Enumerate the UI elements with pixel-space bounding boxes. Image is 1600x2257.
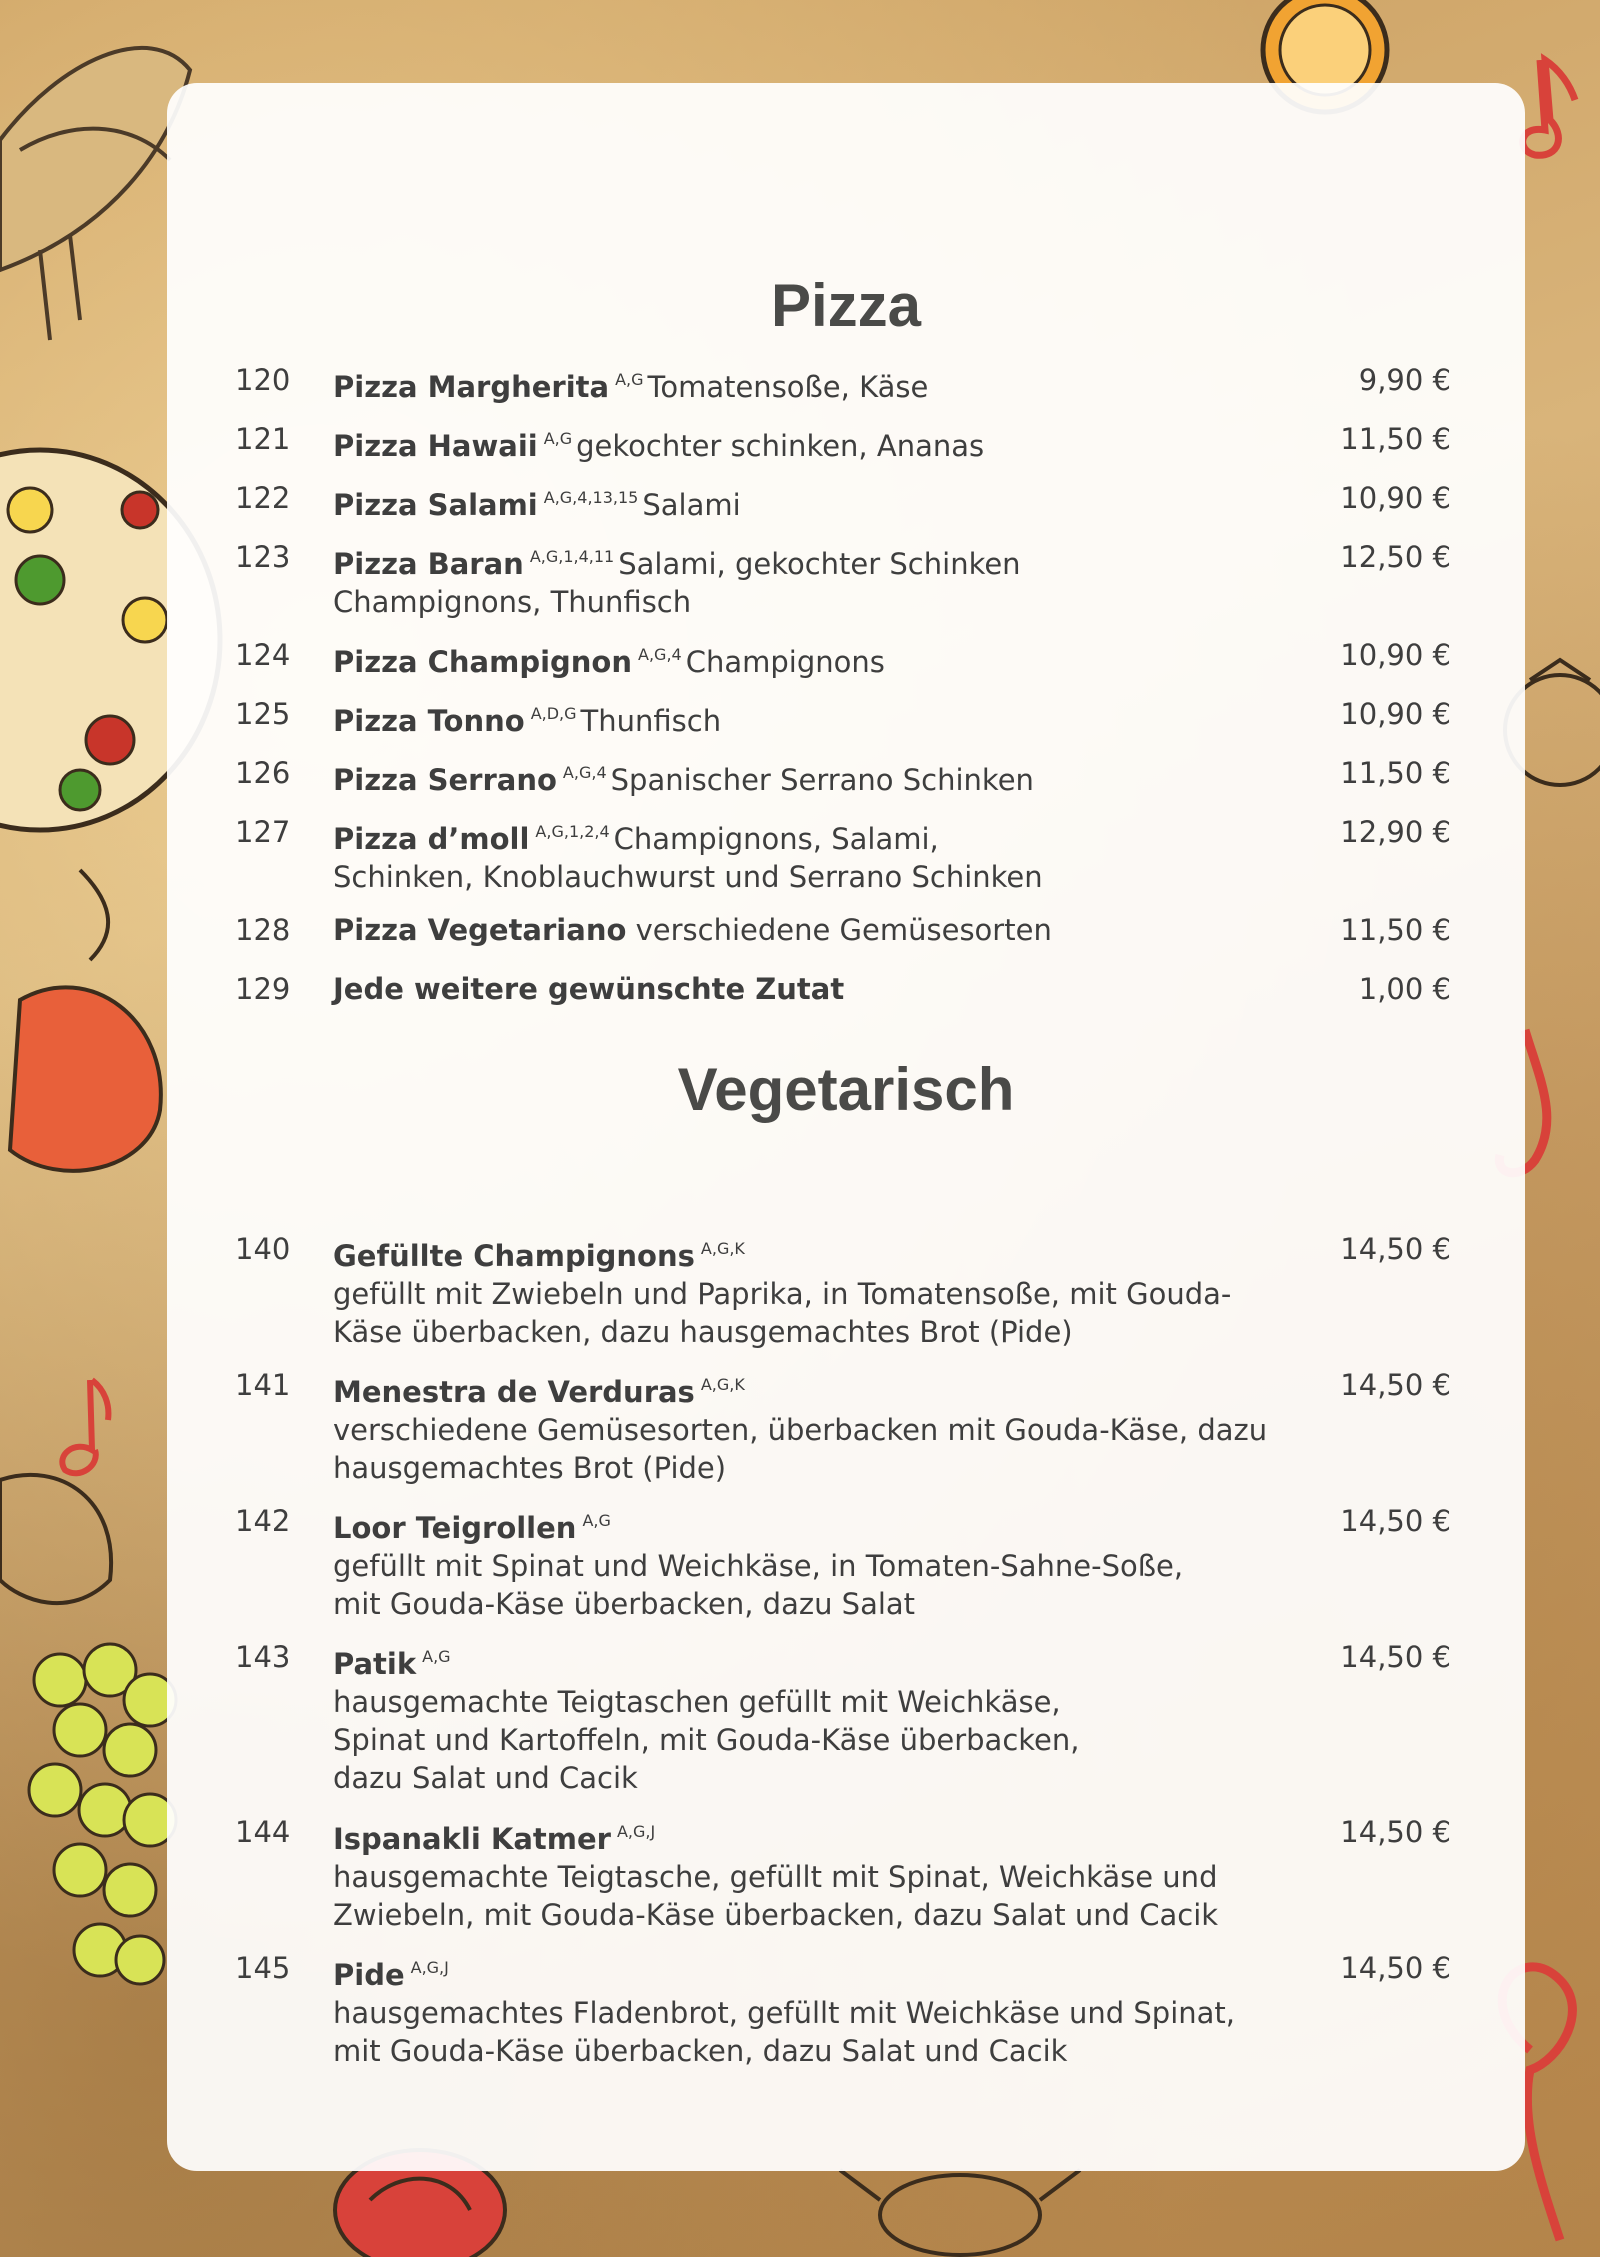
item-description-line: hausgemachtes Fladenbrot, gefüllt mit Weichkäse und Spinat, [333,1996,1236,2030]
item-name: Pizza Hawaii [333,429,538,463]
item-name: Pizza Salami [333,488,538,522]
item-name: Ispanakli Katmer [333,1822,611,1856]
sombrero-icon [0,48,190,340]
item-description-line: hausgemachtes Brot (Pide) [333,1451,727,1485]
item-description-line: dazu Salat und Cacik [333,1761,638,1795]
item-name: Gefüllte Champignons [333,1239,695,1273]
allergen-codes: A,G [422,1647,451,1666]
item-price: 14,50 € [1340,1368,1451,1402]
item-description: Champignons [685,645,885,679]
music-note-icon [62,1380,108,1473]
music-note-icon [1523,60,1575,155]
allergen-codes: A,G,1,2,4 [535,822,610,841]
item-description: Spanischer Serrano Schinken [610,763,1034,797]
item-description: Thunfisch [580,704,722,738]
item-description-line: gefüllt mit Spinat und Weichkäse, in Tomaten-Sahne-Soße, [333,1549,1184,1583]
item-number: 142 [235,1504,291,1538]
item-name: Loor Teigrollen [333,1511,577,1545]
item-description-line: Schinken, Knoblauchwurst und Serrano Schinken [333,860,1043,894]
menu-panel [167,83,1525,2171]
item-price: 11,50 € [1340,756,1451,790]
item-name: Pizza Serrano [333,763,557,797]
item-number: 120 [235,363,291,397]
item-name: Pizza Vegetariano [333,913,627,947]
item-number: 123 [235,540,291,574]
item-number: 144 [235,1815,291,1849]
item-description-line: hausgemachte Teigtasche, gefüllt mit Spinat, Weichkäse und [333,1860,1218,1894]
allergen-codes: A,G [615,370,644,389]
item-description: Salami [642,488,741,522]
item-name: Pizza Baran [333,547,524,581]
item-number: 145 [235,1951,291,1985]
item-name: Pide [333,1958,405,1992]
item-name: Jede weitere gewünschte Zutat [333,972,845,1006]
item-description-line: gefüllt mit Zwiebeln und Paprika, in Tomatensoße, mit Gouda- [333,1277,1232,1311]
allergen-codes: A,G,4 [562,763,607,782]
item-description: Tomatensoße, Käse [647,370,929,404]
leaf-icon [0,1475,111,1603]
allergen-codes: A,G,1,4,11 [529,547,615,566]
item-number: 124 [235,638,291,672]
item-number: 126 [235,756,291,790]
item-number: 122 [235,481,291,515]
allergen-codes: A,G,K [700,1239,745,1258]
item-price: 14,50 € [1340,1504,1451,1538]
shrimp-icon [10,870,161,1171]
item-description: Champignons, Salami, [613,822,939,856]
item-name: Patik [333,1647,417,1681]
item-number: 128 [235,913,291,947]
allergen-codes: A,D,G [530,704,577,723]
item-number: 127 [235,815,291,849]
allergen-codes: A,G,J [410,1958,449,1977]
item-description-line: mit Gouda-Käse überbacken, dazu Salat [333,1587,916,1621]
item-price: 14,50 € [1340,1232,1451,1266]
item-description-line: verschiedene Gemüsesorten, überbacken mit Gouda-Käse, dazu [333,1413,1268,1447]
item-number: 129 [235,972,291,1006]
allergen-codes: A,G,K [700,1375,745,1394]
item-price: 14,50 € [1340,1815,1451,1849]
item-price: 12,50 € [1340,540,1451,574]
item-number: 143 [235,1640,291,1674]
allergen-codes: A,G [543,429,573,448]
item-description: verschiedene Gemüsesorten [635,913,1052,947]
allergen-codes: A,G,4,13,15 [543,488,639,507]
item-number: 121 [235,422,291,456]
item-description-line: Käse überbacken, dazu hausgemachtes Brot (Pide) [333,1315,1073,1349]
item-number: 125 [235,697,291,731]
item-price: 11,50 € [1340,913,1451,947]
item-number: 140 [235,1232,291,1266]
item-description-line: Champignons, Thunfisch [333,585,692,619]
item-name: Pizza Tonno [333,704,525,738]
item-description-line: Spinat und Kartoffeln, mit Gouda-Käse überbacken, [333,1723,1080,1757]
item-price: 10,90 € [1340,638,1451,672]
item-description-line: hausgemachte Teigtaschen gefüllt mit Weichkäse, [333,1685,1061,1719]
section-title-vegetarisch: Vegetarisch [677,1056,1015,1123]
allergen-codes: A,G,J [616,1822,656,1841]
crab-icon [840,2170,1080,2255]
item-number: 141 [235,1368,291,1402]
item-name: Pizza Margherita [333,370,610,404]
item-price: 10,90 € [1340,481,1451,515]
item-price: 11,50 € [1340,422,1451,456]
item-description-line: Zwiebeln, mit Gouda-Käse überbacken, dazu Salat und Cacik [333,1898,1219,1932]
item-description: Salami, gekochter Schinken [618,547,1021,581]
item-price: 1,00 € [1358,972,1451,1006]
item-price: 9,90 € [1358,363,1451,397]
allergen-codes: A,G [582,1511,611,1530]
item-price: 14,50 € [1340,1951,1451,1985]
section-title-pizza: Pizza [770,272,922,339]
grapes-icon [29,1644,176,1984]
item-description: gekochter schinken, Ananas [576,429,985,463]
item-name: Menestra de Verduras [333,1375,695,1409]
item-price: 14,50 € [1340,1640,1451,1674]
item-price: 12,90 € [1340,815,1451,849]
item-price: 10,90 € [1340,697,1451,731]
item-name: Pizza Champignon [333,645,633,679]
item-description-line: mit Gouda-Käse überbacken, dazu Salat und Cacik [333,2034,1068,2068]
allergen-codes: A,G,4 [638,645,682,664]
item-name: Pizza d’moll [333,822,530,856]
